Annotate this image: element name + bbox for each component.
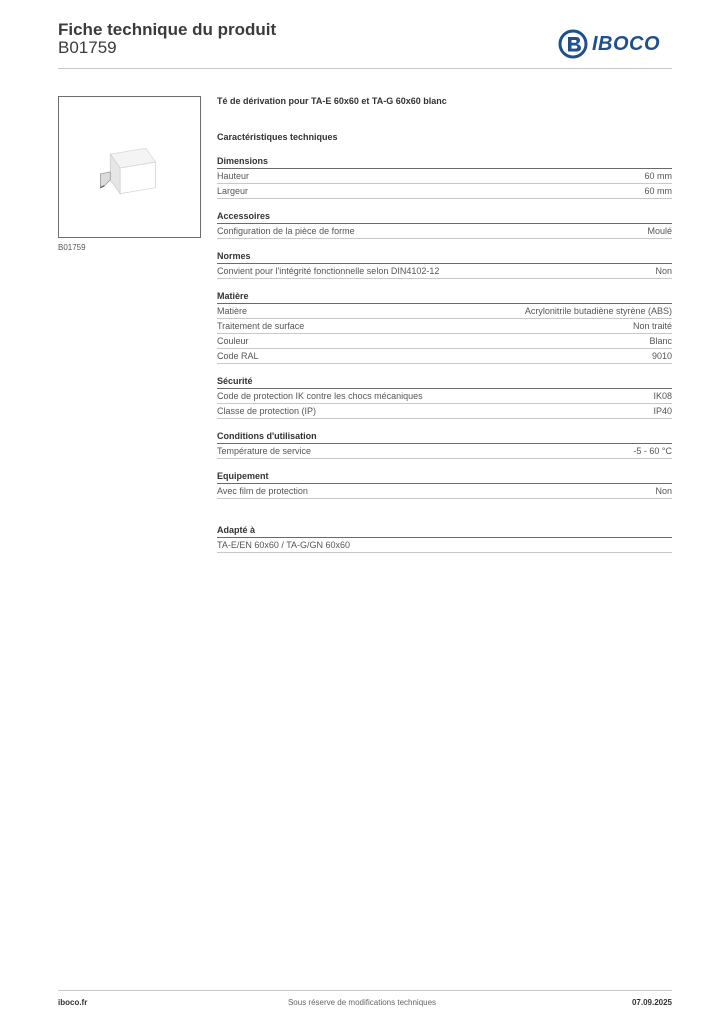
product-image [58, 96, 201, 238]
table-row [217, 404, 672, 419]
section-title: Sécurité [217, 374, 672, 389]
row-value: 60 mm [644, 186, 672, 196]
spec-heading: Caractéristiques techniques [217, 132, 338, 142]
section-accessoires [217, 209, 672, 239]
footer-disclaimer: Sous réserve de modifications techniques [287, 998, 437, 1007]
row-value: Moulé [647, 226, 672, 236]
section-title: Matière [217, 289, 672, 304]
row-label: Code RAL [217, 351, 259, 361]
section-title: Adapté à [217, 523, 672, 538]
table-row [217, 334, 672, 349]
row-label: Convient pour l'intégrité fonctionnelle selon DIN4102-12 [217, 266, 440, 276]
page-title: Fiche technique du produit [58, 20, 277, 39]
product-title: Té de dérivation pour TA-E 60x60 et TA-G 60x60 blanc [217, 96, 447, 106]
brand-logo [558, 28, 674, 60]
iboco-logo-icon [558, 29, 588, 59]
section-normes [217, 249, 672, 279]
row-value: Blanc [649, 336, 672, 346]
table-row [217, 224, 672, 239]
section-title: Normes [217, 249, 672, 264]
spec-content [217, 94, 672, 553]
row-label: Couleur [217, 336, 249, 346]
table-row [217, 304, 672, 319]
logo-text: IBOCO [592, 32, 661, 55]
product-code: B01759 [58, 38, 117, 57]
footer-divider [58, 990, 672, 991]
footer-website[interactable]: iboco.fr [58, 998, 88, 1007]
footer-date: 07.09.2025 [631, 998, 672, 1007]
row-value: 9010 [651, 351, 672, 361]
section-title: Dimensions [217, 154, 672, 169]
table-row [217, 319, 672, 334]
row-value: Non traité [632, 321, 672, 331]
section-title: Accessoires [217, 209, 672, 224]
section-title: Conditions d'utilisation [217, 429, 672, 444]
table-row [217, 349, 672, 364]
row-label: Code de protection IK contre les chocs mécaniques [217, 391, 423, 401]
table-row [217, 184, 672, 199]
table-row [217, 444, 672, 459]
row-value: -5 - 60 °C [633, 446, 672, 456]
image-caption: B01759 [58, 243, 86, 252]
table-row [217, 169, 672, 184]
row-label: Avec film de protection [217, 486, 308, 496]
section-title: Equipement [217, 469, 672, 484]
row-label: Traitement de surface [217, 321, 305, 331]
row-label: Température de service [217, 446, 312, 456]
table-row [217, 389, 672, 404]
header-divider [58, 68, 672, 69]
row-value: Acrylonitrile butadiène styrène (ABS) [524, 306, 672, 316]
section-adapte [217, 523, 672, 553]
row-label: Configuration de la pièce de forme [217, 226, 355, 236]
row-label: Classe de protection (IP) [217, 406, 317, 416]
row-value: IP40 [653, 406, 672, 416]
row-value: Non [655, 266, 672, 276]
section-conditions [217, 429, 672, 459]
row-value: IK08 [653, 391, 672, 401]
row-label: Hauteur [217, 171, 250, 181]
row-label: Matière [217, 306, 248, 316]
table-row [217, 264, 672, 279]
section-matiere [217, 289, 672, 364]
table-row [217, 484, 672, 499]
row-label: TA-E/EN 60x60 / TA-G/GN 60x60 [217, 540, 351, 550]
row-value: Non [655, 486, 672, 496]
row-label: Largeur [217, 186, 249, 196]
section-dimensions [217, 154, 672, 199]
tee-fitting-icon [59, 97, 200, 237]
section-equipement [217, 469, 672, 499]
row-value: 60 mm [644, 171, 672, 181]
table-row [217, 538, 672, 553]
section-securite [217, 374, 672, 419]
